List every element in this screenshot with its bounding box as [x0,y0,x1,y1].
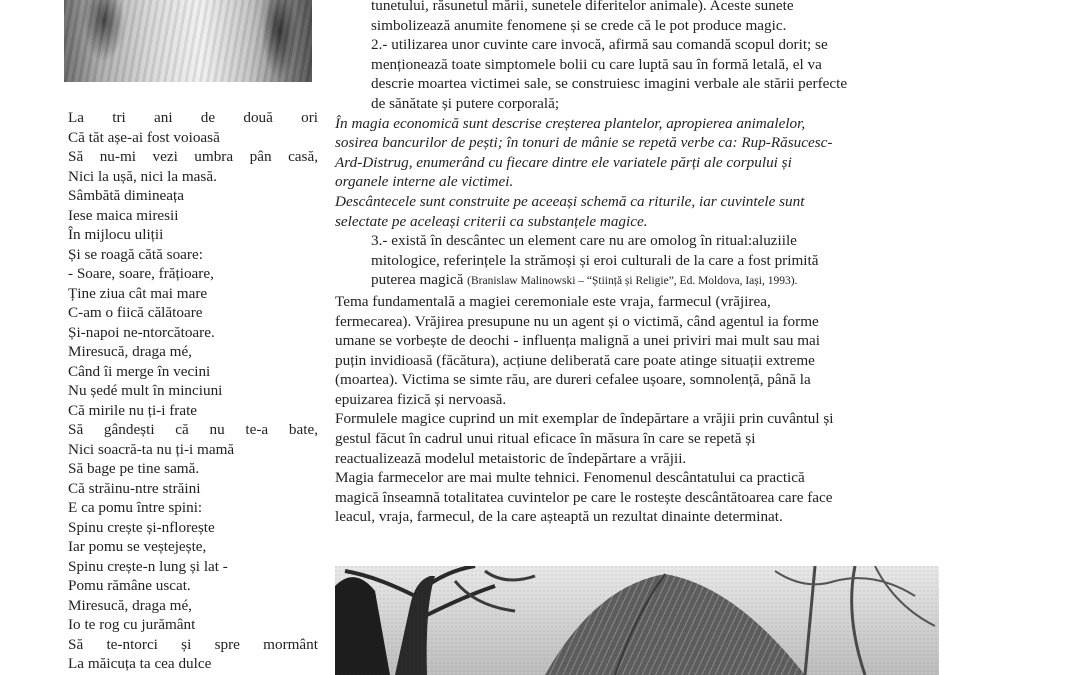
poem-line: Și se roagă cătă soare: [68,245,203,263]
paragraph-line: fermecarea). Vrăjirea presupune nu un agent și o victimă, când agentul ia forme [335,312,819,330]
text-line: tunetului, răsunetul mării, sunetele diferitelor animale). Aceste sunete [371,0,794,14]
poem-line: Când îi merge în vecini [68,362,211,380]
poem-line: Iar pomu se veștejește, [68,538,207,555]
bottom-photo [335,566,939,675]
paragraph-line: umane se vorbește de deochi - influența malignă a unei priviri mai mult sau mai [335,332,821,350]
poem-line: Pomu rămâne uscat. [68,577,191,594]
poem-line: Sâmbătă dimineața [68,187,184,204]
paragraph-line: Formulele magice cuprind un mit exemplar de îndepărtare a vrăjii prin cuvântul și [335,410,834,428]
italic-line: organele interne ale victimei. [335,173,514,191]
poem-line: Io te rog cu jurământ [68,616,196,633]
paragraph-line: leacul, vraja, farmecul, de la care așteaptă un rezultat dinainte determinat. [335,508,783,526]
paragraph-line: epuizarea fizică și nervoasă. [335,390,507,408]
poem-line: Nici soacră-ta nu ți-i mamă [68,440,235,458]
poem-column [68,108,318,674]
poem-line: Și-napoi ne-ntorcătoare. [68,323,215,341]
poem-line: Că tăt așe-ai fost voioasă [68,128,220,146]
poem-line: Că mirile nu ți-i frate [68,401,198,419]
poem-line: Să nu-mi vezi umbra pân casă, [68,148,318,165]
italic-line: Descântecele sunt construite pe aceeași schemă ca riturile, iar cuvintele sunt [335,192,805,210]
text-line: simbolizează anumite fenomene și se crede că le pot produce magic. [371,16,787,34]
poem-line: - Soare, soare, frățioare, [68,265,214,282]
italic-line: În magia economică sunt descrise creșterea plantelor, apropierea animalelor, [335,114,806,132]
paragraph-line: (moartea). Victima se simte rău, are dureri cefalee ușoare, somnolență, până la [335,371,811,389]
list-item-2-line: 2.- utilizarea unor cuvinte care invocă, afirmă sau comandă scopul dorit; se [371,36,828,54]
poem-line: Să te-ntorci și spre mormânt [68,635,318,653]
text-line [335,270,945,292]
list-item-3-line: 3.- există în descântec un element care nu are omolog în ritual:aluziile [371,232,797,250]
poem-line: Că străinu-ntre străini [68,479,201,497]
poem-line: Nici la ușă, nici la masă. [68,167,217,185]
paragraph-line: Tema fundamentală a magiei ceremoniale este vraja, farmecul (vrăjirea, [335,292,771,310]
main-text-column [335,0,945,527]
poem-line: Spinu crește-n lung și lat - [68,557,228,575]
poem-line: Să bage pe tine samă. [68,460,200,477]
top-photo [64,0,312,82]
italic-line: Ard-Distrug, enumerând cu fiecare dintre ele variatele părți ale corpului și [335,153,792,171]
poem-line: Să gândești că nu te-a bate, [68,421,318,438]
citation: (Branislaw Malinowski – “Știință și Religie”, Ed. Moldova, Iași, 1993). [467,275,798,288]
paragraph-line: puțin invidioasă (făcătura), acțiune deliberată care poate atinge situații extreme [335,351,815,369]
paragraph-line: Magia farmecelor are mai multe tehnici. Fenomenul descântatului ca practică [335,469,805,487]
poem-line: Miresucă, draga mé, [68,343,192,360]
poem-line: La măicuța ta cea dulce [68,655,212,672]
italic-line: sosirea bancurilor de pești; în tonuri de mânie se repetă verbe ca: Rup-Răsucesc- [335,134,833,152]
italic-line: selectate pe aceleași criterii ca substanțele magice. [335,212,648,230]
paragraph-line: reactualizează modelul metaistoric de îndepărtare a vrăjii. [335,449,687,467]
poem-line: Nu ședé mult în minciuni [68,382,223,399]
text-line: menționează toate simptomele bolii cu care luptă sau în formă letală, el va [371,55,822,73]
poem-line: În mijlocu uliții [68,226,164,243]
poem-line: Iese maica miresii [68,206,179,224]
poem-line: Spinu crește și-nflorește [68,518,215,536]
poem-line: E ca pomu între spini: [68,499,203,516]
text-span: puterea magică [371,271,464,289]
poem-line: Ține ziua cât mai mare [68,284,208,302]
poem-line: La tri ani de două ori [68,109,318,126]
poem-line: C-am o fiică călătoare [68,304,203,321]
text-line: mitologice, referințele la strămoși și eroi culturali de la care a fost primită [371,251,819,269]
poem-line: Miresucă, draga mé, [68,596,192,614]
text-line: de sănătate și putere corporală; [371,94,560,112]
paragraph-line: gestul făcut în cadrul unui ritual eficace în măsura în care se repetă și [335,430,756,448]
paragraph-line: magică înseamnă totalitatea cuvintelor pe care le rostește descântătoarea care face [335,488,833,506]
photo-tree-house-illustration [335,566,939,675]
text-line: descrie moartea victimei sale, se construiesc imagini verbale ale stării perfecte [371,75,848,93]
